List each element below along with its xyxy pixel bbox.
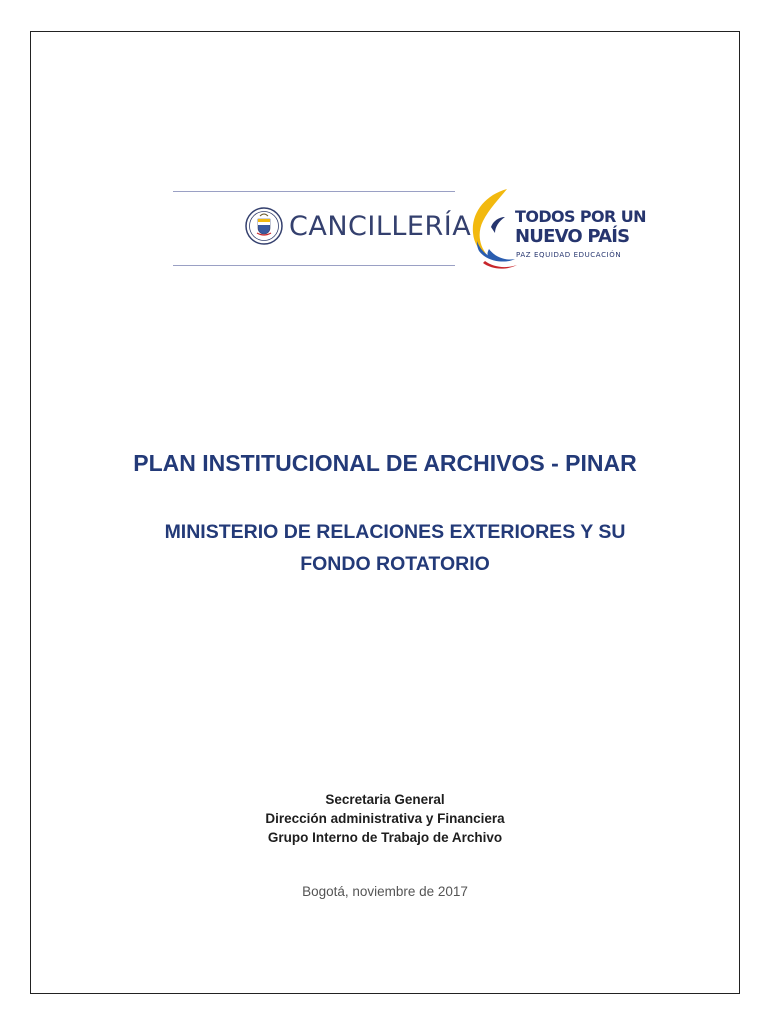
- credits-block: [0, 790, 770, 847]
- document-page: [30, 31, 740, 994]
- slogan-line-1: TODOS POR UN: [515, 207, 646, 226]
- header-logos: [165, 183, 646, 271]
- credit-direccion: Dirección administrativa y Financiera: [265, 811, 505, 826]
- coat-of-arms-icon: [245, 207, 283, 245]
- colombia-flag-swoosh-icon: [467, 187, 519, 271]
- credit-grupo: Grupo Interno de Trabajo de Archivo: [267, 830, 503, 845]
- document-subtitle: [95, 516, 695, 580]
- cancilleria-wordmark: CANCILLERÍA: [289, 210, 472, 242]
- document-date: Bogotá, noviembre de 2017: [302, 884, 468, 899]
- subtitle-line-2: FONDO ROTATORIO: [300, 553, 490, 575]
- todos-por-un-nuevo-pais-logo: [465, 183, 646, 271]
- logo-divider-bottom: [173, 265, 455, 266]
- credit-secretaria: Secretaria General: [325, 792, 445, 807]
- logo-divider-top: [173, 191, 455, 192]
- subtitle-line-1: MINISTERIO DE RELACIONES EXTERIORES Y SU: [164, 521, 626, 543]
- slogan-line-3: PAZ EQUIDAD EDUCACIÓN: [516, 251, 622, 259]
- cancilleria-logo: [245, 207, 471, 245]
- slogan-line-2: NUEVO PAÍS: [515, 226, 630, 247]
- document-title: PLAN INSTITUCIONAL DE ARCHIVOS - PINAR: [133, 450, 637, 476]
